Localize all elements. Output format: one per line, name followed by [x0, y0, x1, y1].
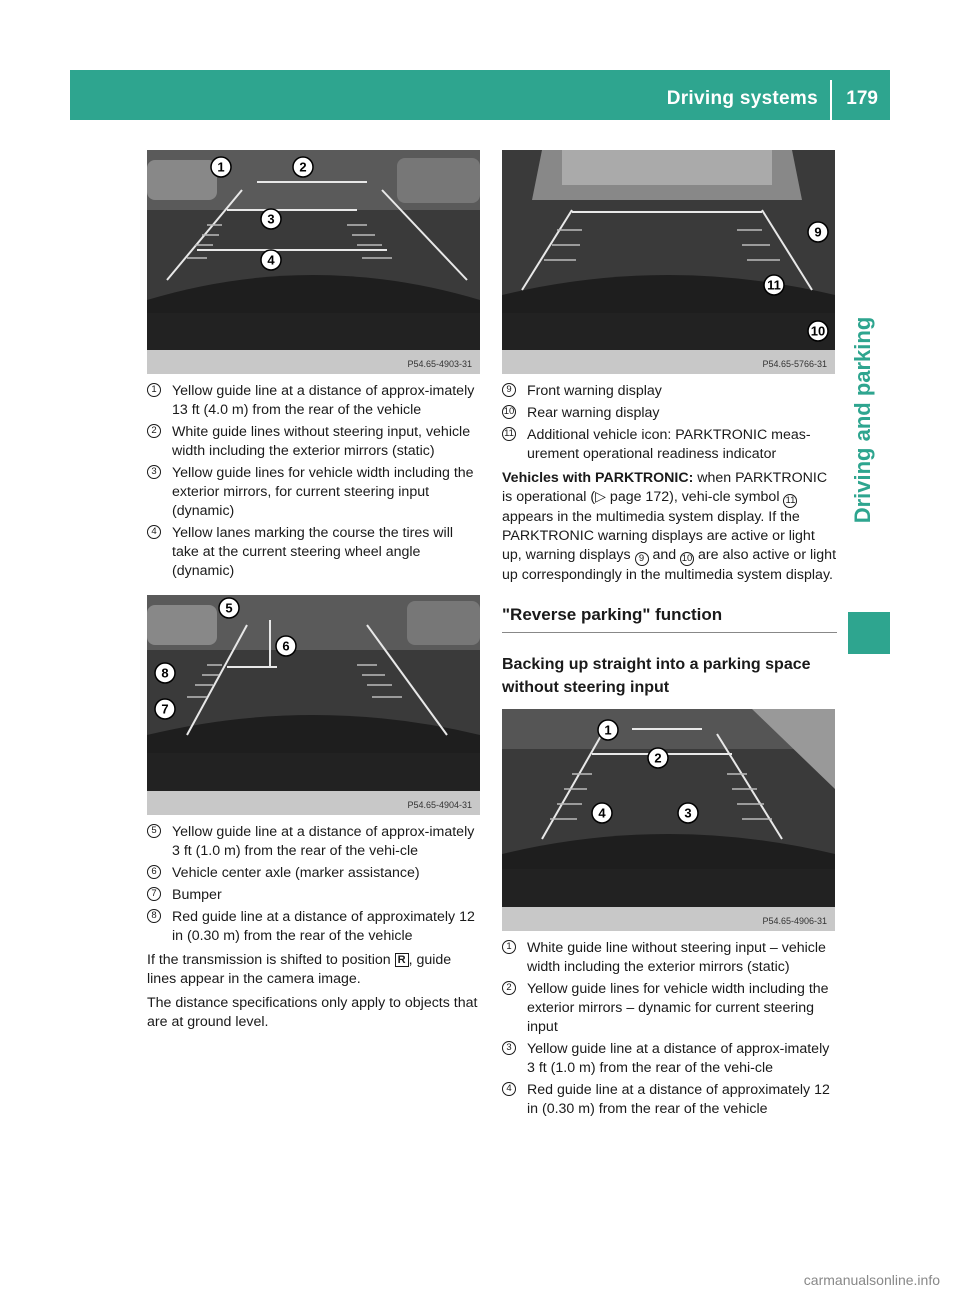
legend-item [147, 382, 482, 420]
figure-caption [147, 791, 480, 815]
side-tab-marker [848, 612, 890, 654]
legend-text: Yellow guide line at a distance of approx-imately 13 ft (4.0 m) from the rear of the vehicle [172, 383, 475, 418]
side-tab-text: Driving and parking [850, 316, 875, 524]
legend-text: White guide line without steering input – vehicle width including the exterior mirrors (static) [527, 940, 826, 975]
camera-image-3 [502, 150, 835, 374]
legend-number: 4 [502, 1082, 516, 1096]
legend-text: Yellow guide line at a distance of approx-imately 3 ft (1.0 m) from the rear of the vehi-cle [172, 824, 475, 859]
figure-code: P54.65-4903-31 [407, 359, 472, 369]
camera-image-1 [147, 150, 480, 374]
legend-item [147, 864, 482, 883]
callout-1: 1 [217, 159, 225, 175]
callout-2: 2 [654, 750, 662, 766]
legend-item [147, 823, 482, 861]
legend-item [502, 939, 837, 977]
heading-backing-up: Backing up straight into a parking space without steering input [502, 656, 811, 696]
legend-list-4 [502, 939, 837, 1119]
camera-view-1 [147, 150, 480, 350]
legend-text: Yellow guide lines for vehicle width including the exterior mirrors, for current steering input (dynamic) [172, 465, 474, 519]
legend-list-2 [147, 823, 482, 946]
legend-text: Front warning display [527, 383, 662, 399]
figure-caption [502, 907, 835, 931]
legend-item [502, 1040, 837, 1078]
watermark: carmanualsonline.info [803, 1272, 940, 1288]
callout-1: 1 [604, 722, 612, 738]
legend-number: 5 [147, 824, 161, 838]
legend-number: 3 [502, 1041, 516, 1055]
legend-item [147, 524, 482, 581]
legend-item [147, 423, 482, 461]
legend-text: Bumper [172, 887, 222, 903]
legend-number: 10 [503, 406, 515, 417]
legend-text: Yellow guide line at a distance of approx-imately 3 ft (1.0 m) from the rear of the vehi-cle [527, 1041, 830, 1076]
legend-text: Red guide line at a distance of approximately 12 in (0.30 m) from the rear of the vehicle [172, 909, 475, 944]
figure-code: P54.65-5766-31 [762, 359, 827, 369]
side-tab-label [848, 220, 878, 620]
figure-code: P54.65-4906-31 [762, 916, 827, 926]
header-bar [70, 70, 890, 120]
legend-number: 2 [502, 981, 516, 995]
camera-view-4 [502, 709, 835, 907]
callout-2: 2 [299, 159, 307, 175]
legend-number: 2 [147, 424, 161, 438]
legend-list-3 [502, 382, 837, 464]
camera-image-4 [502, 709, 835, 931]
legend-number: 3 [147, 465, 161, 479]
callout-5: 5 [225, 600, 233, 616]
header-separator [830, 80, 832, 120]
callout-3: 3 [267, 211, 275, 227]
legend-list-1 [147, 382, 482, 581]
camera-image-2 [147, 595, 480, 815]
legend-item [502, 382, 837, 401]
page-reference-arrow-icon: ▷ [595, 489, 606, 505]
callout-8: 8 [161, 665, 169, 681]
legend-text: Rear warning display [527, 405, 660, 421]
callout-11: 11 [767, 277, 781, 293]
callout-9: 9 [814, 224, 822, 240]
legend-item [502, 426, 837, 464]
legend-text: White guide lines without steering input, vehicle width including the exterior mirrors (static) [172, 424, 471, 459]
figure-caption [147, 350, 480, 374]
paragraph-parktronic: Vehicles with PARKTRONIC: when PARKTRONIC is operational (▷ page 172), vehi-cle symbol 11 appears in the multimedia system display. If the PARKTRONIC warning displays are active or light up, warning displays 9 and 10 are also active or light up correspondingly in the multimedia system display. [502, 470, 837, 583]
legend-number: 1 [147, 383, 161, 397]
right-column [502, 150, 837, 1122]
legend-number: 9 [502, 383, 516, 397]
page-number: 179 [846, 88, 878, 109]
inline-number: 10 [681, 553, 693, 564]
legend-item [147, 886, 482, 905]
paragraph-distance-note: The distance specifications only apply to objects that are at ground level. [147, 995, 478, 1030]
left-column [147, 150, 482, 1032]
legend-number: 8 [147, 909, 161, 923]
callout-4: 4 [267, 252, 275, 268]
inline-number: 11 [783, 494, 797, 508]
legend-item [147, 908, 482, 946]
callout-7: 7 [161, 701, 169, 717]
heading-reverse-parking: "Reverse parking" function [502, 605, 837, 633]
legend-text: Yellow guide lines for vehicle width including the exterior mirrors – dynamic for current steering input [527, 981, 829, 1035]
callout-6: 6 [282, 638, 290, 654]
legend-text: Vehicle center axle (marker assistance) [172, 865, 420, 881]
legend-item [502, 404, 837, 423]
inline-number: 9 [635, 552, 649, 566]
section-title: Driving systems [666, 88, 818, 109]
paragraph-guide-lines: If the transmission is shifted to position R , guide lines appear in the camera image. [147, 952, 452, 987]
legend-text: Red guide line at a distance of approximately 12 in (0.30 m) from the rear of the vehicle [527, 1082, 830, 1117]
callout-4: 4 [598, 805, 606, 821]
legend-number: 11 [502, 427, 516, 441]
callout-10: 10 [810, 323, 826, 339]
camera-view-2 [147, 595, 480, 791]
legend-text: Yellow lanes marking the course the tires will take at the current steering wheel angle (dynamic) [172, 525, 453, 579]
legend-number: 6 [147, 865, 161, 879]
legend-item [502, 1081, 837, 1119]
legend-item [502, 980, 837, 1037]
legend-number: 1 [502, 940, 516, 954]
gear-r-symbol: R [395, 953, 409, 967]
figure-caption [502, 350, 835, 374]
callout-3: 3 [684, 805, 692, 821]
legend-item [147, 464, 482, 521]
legend-text: Additional vehicle icon: PARKTRONIC meas-urement operational readiness indicator [527, 427, 811, 462]
legend-number: 4 [147, 525, 161, 539]
figure-code: P54.65-4904-31 [407, 800, 472, 810]
legend-number: 7 [147, 887, 161, 901]
camera-view-3 [502, 150, 835, 350]
